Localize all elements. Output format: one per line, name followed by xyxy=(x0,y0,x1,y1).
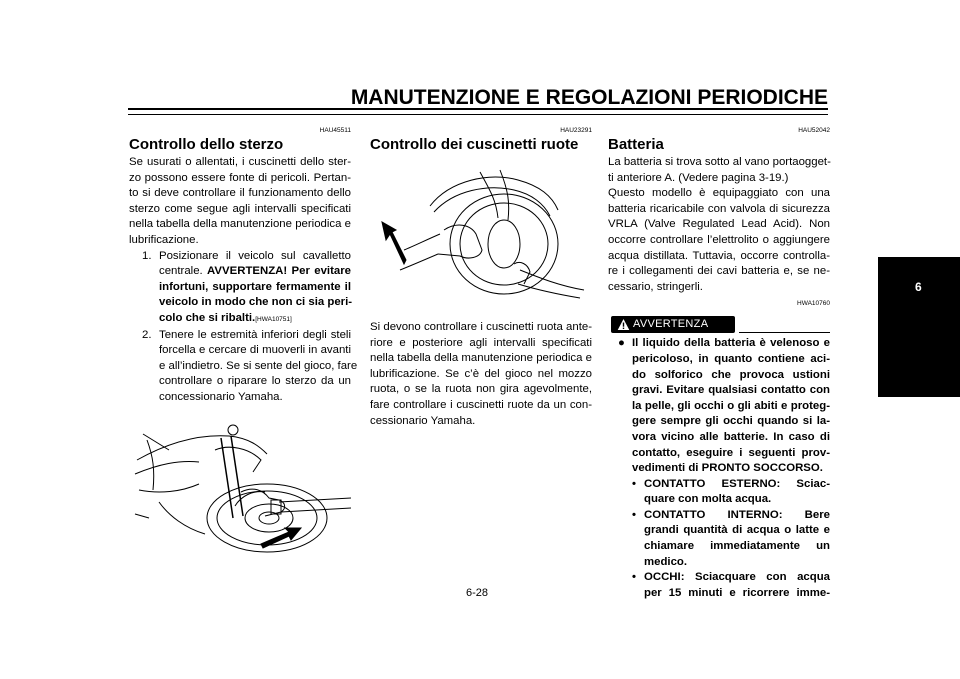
text-line: re i collegamenti dei cavi batteria e, se ne- xyxy=(608,265,830,278)
text-line-mixed: centrale. AVVERTENZA! Per evitare xyxy=(159,265,351,278)
text-line: Se usurati o allentati, i cuscinetti dello ster- xyxy=(129,156,351,168)
page-title: MANUTENZIONE E REGOLAZIONI PERIODICHE xyxy=(350,86,828,109)
inline-code: [HWA10751] xyxy=(255,315,292,323)
text-line: per 15 minuti e ricorrere imme- xyxy=(644,586,830,599)
section-code: HAU45511 xyxy=(319,127,351,134)
warning-triangle-icon xyxy=(617,318,630,331)
column-wheel-bearings xyxy=(370,126,592,429)
header-rule-thin xyxy=(128,114,828,115)
text-line: contatto, eseguire i seguenti prov- xyxy=(632,446,830,459)
text-line: pericoloso, in quanto contiene aci- xyxy=(632,352,830,365)
page-number: 6-28 xyxy=(466,587,489,599)
text-line: cessionario Yamaha. xyxy=(370,414,476,427)
first-aid-external xyxy=(632,477,830,508)
bullet-dot: ● xyxy=(618,337,625,350)
text-line: acqua distillata. Tuttavia, occorre controlla- xyxy=(608,249,830,262)
section-title-steering: Controllo dello sterzo xyxy=(129,136,284,153)
text-line: quare con molta acqua. xyxy=(644,493,772,506)
text-line: grandi quantità di acqua o latte e xyxy=(644,524,830,537)
first-aid-eyes xyxy=(632,570,830,601)
text-line: to si deve controllare il funzionamento dello xyxy=(129,187,351,200)
column-battery xyxy=(608,126,830,601)
text-line: Si devono controllare i cuscinetti ruota ante- xyxy=(370,321,592,333)
text-line: cessario, stringerli. xyxy=(608,280,703,293)
text-line: concessionario Yamaha. xyxy=(159,390,283,403)
text-line: gere sempre gli occhi quando si la- xyxy=(632,415,830,428)
text-line: nella tabella della manutenzione periodica e xyxy=(370,352,592,365)
warning-text xyxy=(608,336,830,601)
text-line: gravi. Evitare qualsiasi contatto con xyxy=(632,384,830,397)
warning-header xyxy=(608,316,830,336)
battery-body xyxy=(608,155,830,295)
text-line: forcella e cercare di muoverli in avanti xyxy=(159,344,351,357)
text-line: nella tabella della manutenzione periodica e xyxy=(129,218,351,231)
text-line: infortuni, supportare fermamente il xyxy=(159,280,351,293)
step-2 xyxy=(129,328,358,406)
text-line: VRLA (Valve Regulated Lead Acid). Non xyxy=(608,218,830,231)
text-line: vora vicino alle batterie. In caso di xyxy=(632,430,830,443)
text-line: la pelle, gli occhi o gli abiti e proteg- xyxy=(632,399,830,412)
step-number: 1. xyxy=(142,249,152,262)
text-line: veicolo in modo che non ci sia peri- xyxy=(159,296,353,309)
sub-bullet: • xyxy=(632,477,636,490)
text-line: Posizionare il veicolo sul cavalletto xyxy=(159,249,351,262)
text-line: Tenere le estremità inferiori degli steli xyxy=(159,328,351,341)
text-line: lubrificazione. xyxy=(129,233,199,246)
text-line: batteria ricaricabile con valvola di sicurezza xyxy=(608,202,830,215)
text-line: chiamare immediatamente un xyxy=(644,540,830,553)
text-line: ti anteriore A. (Vedere pagina 3-19.) xyxy=(608,171,789,184)
warning-badge xyxy=(611,316,735,333)
text-line: lubrificazione. Se c’è del gioco nel mozzo xyxy=(370,367,592,380)
sub-bullet: • xyxy=(632,508,636,521)
steering-illustration xyxy=(129,420,351,560)
text-line: vedimenti di PRONTO SOCCORSO. xyxy=(632,462,823,475)
text-line: CONTATTO INTERNO: Bere xyxy=(644,508,830,521)
warning-code: HWA10760 xyxy=(797,300,830,308)
section-title-battery: Batteria xyxy=(608,136,664,153)
text-line: do solforico che provoca ustioni xyxy=(632,368,830,381)
text-line: occorre controllare l’elettrolito o aggiungere xyxy=(608,233,830,246)
text-line: Il liquido della batteria è velenoso e xyxy=(632,337,830,350)
steering-intro xyxy=(129,155,351,249)
text-line: zo possono essere fonte di pericoli. Pertan- xyxy=(129,171,351,184)
step-number: 2. xyxy=(142,328,152,341)
warning-inline: colo che si ribalti. xyxy=(159,311,256,324)
column-steering xyxy=(129,126,358,560)
warning-label: AVVERTENZA xyxy=(633,318,709,331)
text-line: controllare o riparare lo sterzo da un xyxy=(159,375,351,388)
warning-rule xyxy=(739,332,830,333)
text-line: Questo modello è equipaggiato con una xyxy=(608,187,830,200)
text-line: e all’indietro. Se si sente del gioco, fare xyxy=(159,359,358,372)
text-line: fare controllare i cuscinetti ruote da un con- xyxy=(370,398,592,411)
text-line: ruota, o se la ruota non gira agevolmente, xyxy=(370,383,592,396)
first-aid-internal xyxy=(632,508,830,570)
chapter-number: 6 xyxy=(915,280,922,294)
text-line: medico. xyxy=(644,555,688,568)
text-line xyxy=(159,311,351,328)
chapter-tab xyxy=(878,257,960,397)
wheel-bearing-body xyxy=(370,320,592,429)
text-line: riore e posteriore agli intervalli specificati xyxy=(370,336,592,349)
text-line: CONTATTO ESTERNO: Sciac- xyxy=(644,477,830,490)
sub-bullet: • xyxy=(632,571,636,584)
wheel-bearing-illustration xyxy=(370,160,592,300)
section-title-wheel-bearings: Controllo dei cuscinetti ruote xyxy=(370,136,579,153)
text-line: OCCHI: Sciacquare con acqua xyxy=(644,571,830,584)
text-line: sterzo come segue agli intervalli specificati xyxy=(129,202,351,215)
section-code: HAU23291 xyxy=(560,127,592,134)
section-code: HAU52042 xyxy=(798,127,830,134)
header-rule-thick xyxy=(128,108,828,110)
text-line: La batteria si trova sotto al vano portaogget- xyxy=(608,156,831,168)
step-1 xyxy=(129,249,351,328)
